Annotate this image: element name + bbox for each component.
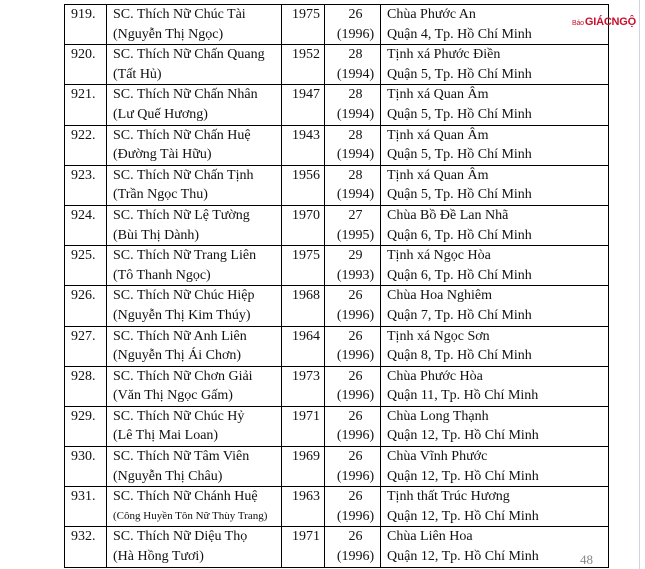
temple-name: Chùa Phước An: [387, 7, 476, 22]
temple-name: Chùa Hoa Nghiêm: [387, 288, 492, 304]
birth-year: 1963: [292, 489, 320, 505]
entry-number-cell: [65, 125, 107, 165]
vassa-count: 26: [348, 529, 363, 545]
table-row: [65, 246, 609, 286]
vassa-count: 26: [348, 288, 363, 304]
temple-address: Quận 4, Tp. Hồ Chí Minh: [387, 26, 532, 42]
vassa-cell: [325, 326, 381, 366]
birth-year-cell: [282, 246, 325, 286]
birth-year: 1970: [292, 207, 320, 223]
lay-name: (Văn Thị Ngọc Gấm): [113, 388, 233, 404]
ordination-year: (1996): [336, 388, 375, 404]
vassa-count: 26: [348, 7, 363, 22]
birth-year: 1971: [292, 408, 320, 424]
temple-cell: [381, 406, 609, 446]
birth-year: 1975: [292, 7, 320, 22]
religious-name: SC. Thích Nữ Anh Liên: [113, 328, 247, 344]
temple-name: Chùa Bồ Đề Lan Nhã: [387, 207, 509, 223]
lay-name: (Nguyễn Thị Châu): [113, 468, 223, 484]
temple-cell: [381, 165, 609, 205]
temple-address: Quận 7, Tp. Hồ Chí Minh: [387, 307, 532, 323]
entry-number-cell: [65, 45, 107, 85]
religious-name: SC. Thích Nữ Tâm Viên: [113, 449, 250, 465]
vassa-count: 26: [348, 328, 363, 344]
vassa-cell: [325, 45, 381, 85]
entry-number-cell: [65, 246, 107, 286]
birth-year-cell: [282, 125, 325, 165]
temple-name: Tịnh xá Ngọc Hòa: [387, 248, 491, 264]
entry-number-cell: [65, 527, 107, 567]
table-row: [65, 85, 609, 125]
ordination-year: (1996): [336, 307, 375, 323]
lay-name: (Nguyễn Thị Kim Thúy): [113, 307, 251, 323]
vassa-cell: [325, 447, 381, 487]
vassa-cell: [325, 5, 381, 45]
vassa-count: 28: [348, 167, 363, 183]
page-number: 48: [580, 552, 593, 567]
table-row: [65, 125, 609, 165]
name-cell: [107, 286, 282, 326]
temple-cell: [381, 246, 609, 286]
vassa-count: 26: [348, 489, 363, 505]
name-cell: [107, 326, 282, 366]
temple-name: Tịnh xá Quan Âm: [387, 87, 489, 103]
vassa-cell: [325, 125, 381, 165]
lay-name: (Tất Hủ): [113, 66, 162, 82]
table-row: [65, 487, 609, 527]
ordination-year: (1996): [336, 26, 375, 42]
religious-name: SC. Thích Nữ Diệu Thọ: [113, 529, 248, 545]
entry-number: 923.: [71, 167, 96, 183]
temple-address: Quận 12, Tp. Hồ Chí Minh: [387, 468, 539, 484]
entry-number: 929.: [71, 408, 96, 424]
entry-number: 921.: [71, 87, 96, 103]
temple-name: Chùa Vĩnh Phước: [387, 449, 488, 465]
name-cell: [107, 45, 282, 85]
birth-year: 1943: [292, 127, 320, 143]
ordination-year: (1994): [336, 187, 375, 203]
lay-name: (Lư Quế Hương): [113, 106, 208, 122]
temple-address: Quận 5, Tp. Hồ Chí Minh: [387, 66, 532, 82]
temple-cell: [381, 286, 609, 326]
temple-address: Quận 6, Tp. Hồ Chí Minh: [387, 227, 532, 243]
ordination-year: (1993): [336, 267, 375, 283]
lay-name: (Công Huyền Tôn Nữ Thùy Trang): [113, 509, 268, 522]
entry-number-cell: [65, 5, 107, 45]
religious-name: SC. Thích Nữ Chấn Quang: [113, 47, 265, 63]
entry-number: 925.: [71, 248, 96, 264]
religious-name: SC. Thích Nữ Chấn Huệ: [113, 127, 251, 143]
temple-name: Tịnh xá Phước Điền: [387, 47, 501, 63]
giac-ngo-watermark-logo: [572, 16, 636, 28]
entry-number-cell: [65, 165, 107, 205]
religious-name: SC. Thích Nữ Chúc Tài: [113, 7, 246, 22]
temple-cell: [381, 85, 609, 125]
vassa-count: 26: [348, 368, 363, 384]
religious-name: SC. Thích Nữ Chúc Hỷ: [113, 408, 245, 424]
name-cell: [107, 85, 282, 125]
temple-name: Tịnh xá Quan Âm: [387, 127, 489, 143]
entry-number: 922.: [71, 127, 96, 143]
temple-address: Quận 5, Tp. Hồ Chí Minh: [387, 187, 532, 203]
table-row: [65, 406, 609, 446]
table-row: [65, 5, 609, 45]
table-row: [65, 527, 609, 567]
temple-cell: [381, 366, 609, 406]
temple-address: Quận 12, Tp. Hồ Chí Minh: [387, 428, 539, 444]
lay-name: (Nguyễn Thị Ái Chơn): [113, 348, 242, 364]
birth-year: 1956: [292, 167, 320, 183]
birth-year-cell: [282, 527, 325, 567]
vassa-count: 28: [348, 87, 363, 103]
entry-number: 928.: [71, 368, 96, 384]
religious-name: SC. Thích Nữ Chấn Tịnh: [113, 167, 254, 183]
entry-number: 924.: [71, 207, 96, 223]
lay-name: (Tô Thanh Ngọc): [113, 267, 211, 283]
temple-cell: [381, 205, 609, 245]
name-cell: [107, 366, 282, 406]
birth-year: 1971: [292, 529, 320, 545]
birth-year: 1947: [292, 87, 320, 103]
entry-number-cell: [65, 85, 107, 125]
temple-address: Quận 6, Tp. Hồ Chí Minh: [387, 267, 532, 283]
birth-year-cell: [282, 326, 325, 366]
vassa-cell: [325, 85, 381, 125]
religious-name: SC. Thích Nữ Chánh Huệ: [113, 489, 258, 505]
lay-name: (Lê Thị Mai Loan): [113, 428, 219, 444]
table-row: [65, 165, 609, 205]
ordination-year: (1996): [336, 508, 375, 524]
temple-cell: [381, 447, 609, 487]
temple-address: Quận 12, Tp. Hồ Chí Minh: [387, 549, 539, 565]
table-row: [65, 326, 609, 366]
temple-address: Quận 5, Tp. Hồ Chí Minh: [387, 106, 532, 122]
vassa-cell: [325, 205, 381, 245]
birth-year-cell: [282, 286, 325, 326]
vassa-count: 29: [348, 248, 363, 264]
temple-address: Quận 8, Tp. Hồ Chí Minh: [387, 348, 532, 364]
temple-cell: [381, 125, 609, 165]
entry-number-cell: [65, 286, 107, 326]
name-cell: [107, 165, 282, 205]
table-row: [65, 205, 609, 245]
temple-address: Quận 11, Tp. Hồ Chí Minh: [387, 388, 539, 404]
temple-name: Tịnh thất Trúc Hương: [387, 489, 510, 505]
entry-number-cell: [65, 205, 107, 245]
vassa-count: 26: [348, 408, 363, 424]
ordination-year: (1994): [336, 147, 375, 163]
roster-body: [65, 5, 609, 568]
birth-year-cell: [282, 447, 325, 487]
watermark-prefix: Báo: [572, 20, 584, 27]
lay-name: (Bùi Thị Dành): [113, 227, 200, 243]
name-cell: [107, 246, 282, 286]
entry-number: 919.: [71, 7, 96, 22]
vassa-cell: [325, 527, 381, 567]
name-cell: [107, 5, 282, 45]
lay-name: (Nguyễn Thị Ngọc): [113, 26, 224, 42]
table-row: [65, 447, 609, 487]
entry-number: 920.: [71, 47, 96, 63]
table-row: [65, 366, 609, 406]
entry-number: 931.: [71, 489, 96, 505]
vassa-cell: [325, 246, 381, 286]
birth-year: 1968: [292, 288, 320, 304]
watermark-name: GIÁCNGỘ: [584, 16, 637, 28]
lay-name: (Hà Hồng Tươi): [113, 549, 204, 565]
lay-name: (Đường Tài Hữu): [113, 147, 212, 163]
birth-year-cell: [282, 205, 325, 245]
table-row: [65, 286, 609, 326]
temple-name: Chùa Long Thạnh: [387, 408, 489, 424]
lay-name: (Trần Ngọc Thu): [113, 187, 208, 203]
entry-number-cell: [65, 406, 107, 446]
name-cell: [107, 447, 282, 487]
vassa-cell: [325, 366, 381, 406]
ordination-year: (1996): [336, 468, 375, 484]
name-cell: [107, 125, 282, 165]
entry-number: 930.: [71, 449, 96, 465]
religious-name: SC. Thích Nữ Chấn Nhân: [113, 87, 258, 103]
ordination-year: (1994): [336, 106, 375, 122]
name-cell: [107, 205, 282, 245]
temple-cell: [381, 527, 609, 567]
entry-number-cell: [65, 447, 107, 487]
vassa-cell: [325, 286, 381, 326]
birth-year: 1969: [292, 449, 320, 465]
name-cell: [107, 487, 282, 527]
entry-number: 926.: [71, 288, 96, 304]
temple-name: Chùa Phước Hòa: [387, 368, 483, 384]
birth-year: 1964: [292, 328, 320, 344]
entry-number: 932.: [71, 529, 96, 545]
vassa-cell: [325, 406, 381, 446]
birth-year: 1952: [292, 47, 320, 63]
birth-year-cell: [282, 366, 325, 406]
temple-name: Tịnh xá Quan Âm: [387, 167, 489, 183]
entry-number-cell: [65, 366, 107, 406]
religious-name: SC. Thích Nữ Lệ Tường: [113, 207, 250, 223]
temple-cell: [381, 487, 609, 527]
religious-name: SC. Thích Nữ Chúc Hiệp: [113, 288, 255, 304]
vassa-count: 27: [348, 207, 363, 223]
entry-number: 927.: [71, 328, 96, 344]
birth-year-cell: [282, 165, 325, 205]
temple-cell: [381, 326, 609, 366]
vassa-cell: [325, 487, 381, 527]
name-cell: [107, 527, 282, 567]
table-row: [65, 45, 609, 85]
ordination-year: (1995): [336, 227, 375, 243]
birth-year: 1975: [292, 248, 320, 264]
birth-year-cell: [282, 45, 325, 85]
entry-number-cell: [65, 487, 107, 527]
birth-year-cell: [282, 5, 325, 45]
ordination-year: (1996): [336, 348, 375, 364]
vassa-cell: [325, 165, 381, 205]
religious-name: SC. Thích Nữ Trang Liên: [113, 248, 257, 264]
temple-address: Quận 12, Tp. Hồ Chí Minh: [387, 508, 539, 524]
vassa-count: 28: [348, 47, 363, 63]
nun-roster-table: [64, 4, 609, 568]
temple-name: Tịnh xá Ngọc Sơn: [387, 328, 490, 344]
vassa-count: 28: [348, 127, 363, 143]
birth-year-cell: [282, 487, 325, 527]
temple-cell: [381, 45, 609, 85]
ordination-year: (1994): [336, 66, 375, 82]
entry-number-cell: [65, 326, 107, 366]
birth-year-cell: [282, 406, 325, 446]
birth-year: 1973: [292, 368, 320, 384]
birth-year-cell: [282, 85, 325, 125]
religious-name: SC. Thích Nữ Chơn Giải: [113, 368, 253, 384]
vassa-count: 26: [348, 449, 363, 465]
name-cell: [107, 406, 282, 446]
temple-name: Chùa Liên Hoa: [387, 529, 473, 545]
ordination-year: (1996): [336, 428, 375, 444]
temple-address: Quận 5, Tp. Hồ Chí Minh: [387, 147, 532, 163]
ordination-year: (1996): [336, 549, 375, 565]
